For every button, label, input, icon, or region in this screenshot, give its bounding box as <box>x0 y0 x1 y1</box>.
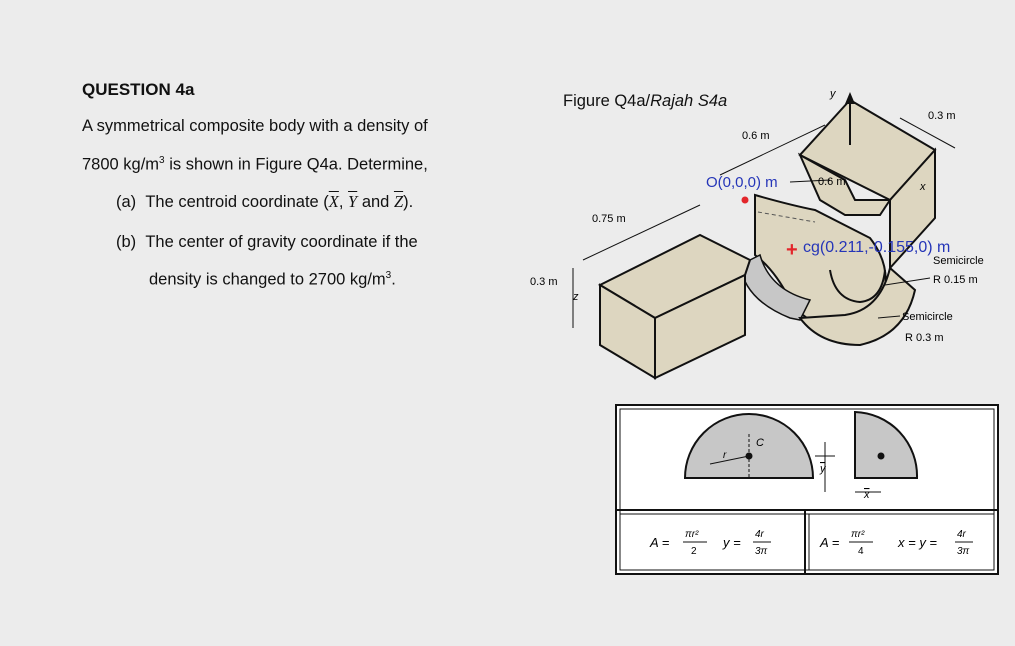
origin-label: O(0,0,0) m <box>706 174 778 191</box>
z-axis-label: z <box>573 291 579 303</box>
quarter-x-label: x <box>864 489 870 501</box>
formula2-xy-den: 3π <box>957 546 970 557</box>
part-b-line-2 <box>149 270 396 290</box>
quarter-centroid-dot <box>878 453 885 460</box>
semicircle-r-label: r <box>723 450 727 461</box>
y-bar-symbol: $\overline{Y}$ <box>348 192 358 211</box>
semicircle-small-label: Semicircle <box>933 255 984 267</box>
y-axis-label: y <box>830 88 836 100</box>
part-b-line-2-text: density is changed to 2700 kg/m <box>149 270 386 289</box>
cg-marker: + <box>786 239 798 261</box>
part-a-label: (a) <box>116 193 137 211</box>
dim-left-label: 0.75 m <box>592 213 626 225</box>
question-line-2 <box>82 155 428 175</box>
formula2-xy-num: 4r <box>957 529 966 540</box>
semicircle-small-radius: R 0.15 m <box>933 274 978 286</box>
formula1-A-den: 2 <box>691 546 697 557</box>
part-b-line-1 <box>116 233 418 252</box>
dim-mid-label: 0.6 m <box>818 176 846 188</box>
formula2-A: A = <box>820 535 840 550</box>
formula2-A-den: 4 <box>858 546 864 557</box>
question-line-1: A symmetrical composite body with a density of <box>82 117 428 135</box>
x-axis-label: x <box>920 181 926 193</box>
origin-dot <box>742 197 749 204</box>
part-a-text: The centroid coordinate ( <box>145 193 329 211</box>
semicircle-large-radius: R 0.3 m <box>905 332 944 344</box>
part-a-sep2: and <box>357 193 394 211</box>
formula1-y-num: 4r <box>755 529 764 540</box>
part-b-text: The center of gravity coordinate if the <box>145 233 418 251</box>
dim-top-label: 0.6 m <box>742 130 770 142</box>
formula-table <box>615 404 1000 576</box>
question-title: QUESTION 4a <box>82 80 195 99</box>
formula1-y: y = <box>723 535 741 550</box>
composite-body-figure <box>520 80 1015 390</box>
quarter-y-label: y <box>820 463 826 475</box>
x-bar-symbol: $\overline{X}$ <box>328 192 339 211</box>
formula2-A-num: πr² <box>851 529 865 540</box>
formula2-xy: x = y = <box>898 535 938 550</box>
dim-top-right-label: 0.3 m <box>928 110 956 122</box>
cg-label: cg(0.211,-0.155,0) m <box>803 239 951 256</box>
part-b-label: (b) <box>116 233 137 251</box>
formula1-y-den: 3π <box>755 546 768 557</box>
density-value: 7800 kg/m <box>82 155 160 174</box>
part-a-suffix: ). <box>403 193 414 211</box>
part-a <box>116 192 413 212</box>
figure-title-italic: Rajah S4a <box>650 92 728 110</box>
part-b-line-2-suffix: . <box>391 270 396 289</box>
question-line-2-suffix: is shown in Figure Q4a. Determine, <box>164 155 428 174</box>
y-axis-arrow <box>845 92 855 104</box>
formula1-A: A = <box>650 535 670 550</box>
part-b-exponent: 3 <box>385 270 392 281</box>
table-outer-border <box>616 405 998 574</box>
z-bar-symbol: $\overline{Z}$ <box>393 192 404 211</box>
formula1-A-num: πr² <box>685 529 699 540</box>
dim-height-label: 0.3 m <box>530 276 558 288</box>
density-exponent: 3 <box>159 155 165 166</box>
part-a-sep1: , <box>338 193 349 211</box>
semicircle-c-label: C <box>756 437 764 449</box>
semicircle-large-label: Semicircle <box>902 311 953 323</box>
figure-title-prefix: Figure Q4a/ <box>563 92 651 110</box>
